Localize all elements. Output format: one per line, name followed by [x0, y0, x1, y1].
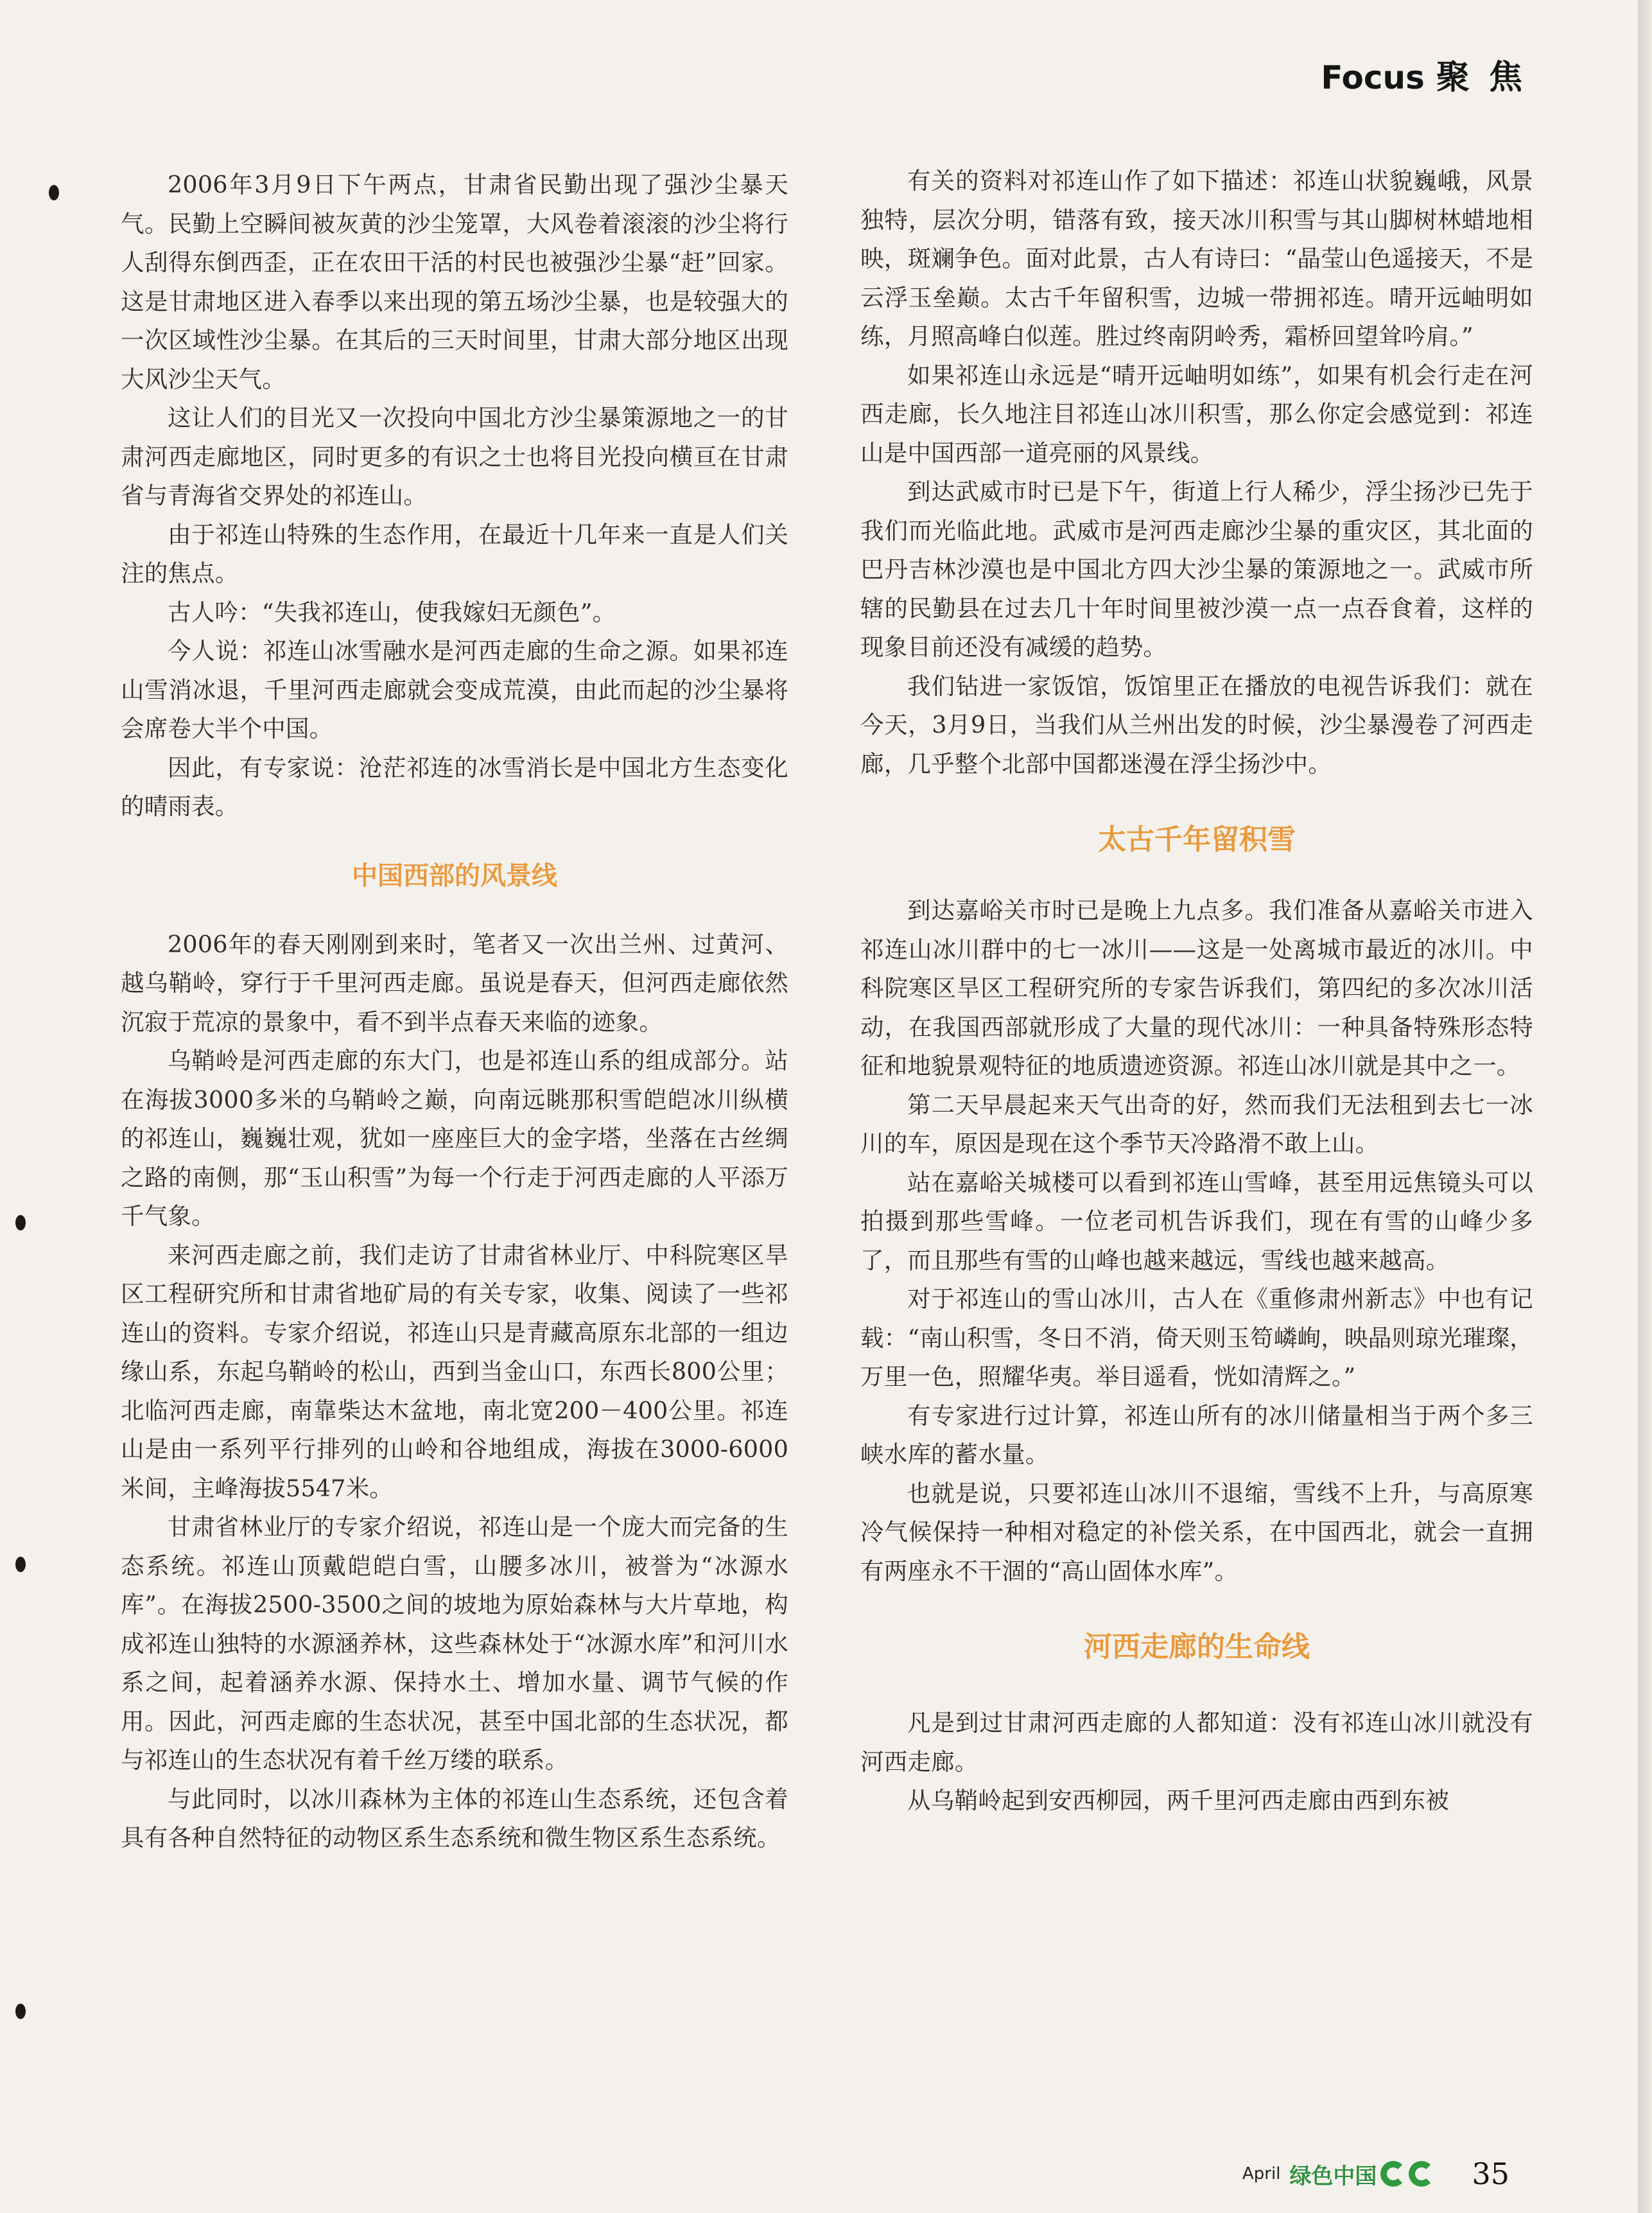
section-heading: 河西走廊的生命线 — [1084, 1631, 1310, 1663]
section-header — [1321, 50, 1526, 98]
page-number: 35 — [1472, 2156, 1509, 2191]
paragraph: 这让人们的目光又一次投向中国北方沙尘暴策源地之一的甘肃河西走廊地区，同时更多的有识之士也将目光投向横亘在甘肃省与青海省交界处的祁连山。 — [121, 404, 788, 509]
paragraph: 乌鞘岭是河西走廊的东大门，也是祁连山系的组成部分。站在海拔3000多米的乌鞘岭之巅，向南远眺那积雪皑皑冰川纵横的祁连山，巍巍壮观，犹如一座座巨大的金字塔，坐落在古丝绸之路的南侧，那“玉山积雪”为每一个行走于河西走廊的人平添万千气象。 — [121, 1047, 788, 1230]
paragraph: 从乌鞘岭起到安西柳园，两千里河西走廊由西到东被 — [907, 1787, 1450, 1814]
header-label-zh: 聚 焦 — [1436, 58, 1526, 97]
paragraph: 与此同时，以冰川森林为主体的祁连山生态系统，还包含着具有各种自然特征的动物区系生态系统和微生物区系生态系统。 — [121, 1785, 788, 1851]
gc-logo-icon — [1380, 2161, 1437, 2187]
paragraph: 古人吟：“失我祁连山，使我嫁妇无颜色”。 — [168, 598, 616, 626]
punch-hole — [49, 185, 59, 200]
paragraph: 有专家进行过计算，祁连山所有的冰川储量相当于两个多三峡水库的蓄水量。 — [860, 1401, 1533, 1468]
paragraph: 因此，有专家说：沧茫祁连的冰雪消长是中国北方生态变化的晴雨表。 — [121, 753, 788, 820]
page-edge — [1638, 0, 1652, 2213]
header-label-en: Focus — [1321, 59, 1425, 96]
punch-hole — [15, 1557, 26, 1572]
magazine-title: 绿色中国 — [1289, 2163, 1377, 2189]
right-column — [860, 162, 1533, 1821]
paragraph: 第二天早晨起来天气出奇的好，然而我们无法租到去七一冰川的车，原因是现在这个季节天冷路滑不敢上山。 — [860, 1090, 1533, 1157]
punch-hole — [15, 2004, 26, 2019]
paragraph: 来河西走廊之前，我们走访了甘肃省林业厅、中科院寒区旱区工程研究所和甘肃省地矿局的有关专家，收集、阅读了一些祁连山的资料。专家介绍说，祁连山只是青藏高原东北部的一组边缘山系，东起乌鞘岭的松山，西到当金山口，东西长800公里；北临河西走廊，南靠柴达木盆地，南北宽200－400公里。祁连山是由一系列平行排列的山岭和谷地组成，海拔在3000-6000米间，主峰海拔5547米。 — [121, 1241, 788, 1502]
paragraph: 2006年的春天刚刚到来时，笔者又一次出兰州、过黄河、越乌鞘岭，穿行于千里河西走廊。虽说是春天，但河西走廊依然沉寂于荒凉的景象中，看不到半点春天来临的迹象。 — [121, 930, 788, 1036]
section-heading: 中国西部的风景线 — [352, 861, 557, 891]
paragraph: 到达嘉峪关市时已是晚上九点多。我们准备从嘉峪关市进入祁连山冰川群中的七一冰川——这是一处离城市最近的冰川。中科院寒区旱区工程研究所的专家告诉我们，第四纪的多次冰川活动，在我国西部就形成了大量的现代冰川：一种具备特殊形态特征和地貌景观特征的地质遗迹资源。祁连山冰川就是其中之一。 — [860, 897, 1533, 1080]
paragraph: 到达武威市时已是下午，街道上行人稀少，浮尘扬沙已先于我们而光临此地。武威市是河西走廊沙尘暴的重灾区，其北面的巴丹吉林沙漠也是中国北方四大沙尘暴的策源地之一。武威市所辖的民勤县在过去几十年时间里被沙漠一点一点吞食着，这样的现象目前还没有减缓的趋势。 — [860, 478, 1533, 661]
section-heading: 太古千年留积雪 — [1098, 823, 1296, 856]
paragraph: 今人说：祁连山冰雪融水是河西走廊的生命之源。如果祁连山雪消冰退，千里河西走廊就会变成荒漠，由此而起的沙尘暴将会席卷大半个中国。 — [121, 637, 788, 742]
paragraph: 2006年3月9日下午两点，甘肃省民勤出现了强沙尘暴天气。民勤上空瞬间被灰黄的沙尘笼罩，大风卷着滚滚的沙尘将行人刮得东倒西歪，正在农田干活的村民也被强沙尘暴“赶”回家。这是甘肃地区进入春季以来出现的第五场沙尘暴，也是较强大的一次区域性沙尘暴。在其后的三天时间里，甘肃大部分地区出现大风沙尘天气。 — [121, 171, 788, 393]
left-column — [121, 166, 788, 1858]
paragraph: 对于祁连山的雪山冰川，古人在《重修肃州新志》中也有记载：“南山积雪，冬日不消，倚天则玉笱嶙峋，映晶则琼光璀璨，万里一色，照耀华夷。举目遥看，恍如清辉之。” — [860, 1285, 1533, 1390]
paragraph: 也就是说，只要祁连山冰川不退缩，雪线不上升，与高原寒冷气候保持一种相对稳定的补偿关系，在中国西北，就会一直拥有两座永不干涸的“高山固体水库”。 — [860, 1479, 1533, 1585]
paragraph: 有关的资料对祁连山作了如下描述：祁连山状貌巍峨，风景独特，层次分明，错落有致，接天冰川积雪与其山脚树林蜡地相映，斑斓争色。面对此景，古人有诗曰：“晶莹山色遥接天，不是云浮玉垒巅。太古千年留积雪，边城一带拥祁连。晴开远岫明如练，月照高峰白似莲。胜过终南阴岭秀，霜桥回望耸吟肩。” — [860, 167, 1533, 350]
paragraph: 站在嘉峪关城楼可以看到祁连山雪峰，甚至用远焦镜头可以拍摄到那些雪峰。一位老司机告诉我们，现在有雪的山峰少多了，而且那些有雪的山峰也越来越远，雪线也越来越高。 — [860, 1168, 1533, 1274]
paragraph: 如果祁连山永远是“晴开远岫明如练”，如果有机会行走在河西走廊，长久地注目祁连山冰川积雪，那么你定会感觉到：祁连山是中国西部一道亮丽的风景线。 — [860, 361, 1533, 467]
paragraph: 我们钻进一家饭馆，饭馆里正在播放的电视告诉我们：就在今天，3月9日，当我们从兰州出发的时候，沙尘暴漫卷了河西走廊，几乎整个北部中国都迷漫在浮尘扬沙中。 — [860, 672, 1533, 778]
paragraph: 凡是到过甘肃河西走廊的人都知道：没有祁连山冰川就没有河西走廊。 — [860, 1709, 1533, 1776]
punch-hole — [15, 1215, 26, 1230]
page-footer — [1242, 2156, 1509, 2191]
paragraph: 甘肃省林业厅的专家介绍说，祁连山是一个庞大而完备的生态系统。祁连山顶戴皑皑白雪，山腰多冰川，被誉为“冰源水库”。在海拔2500-3500之间的坡地为原始森林与大片草地，构成祁连山独特的水源涵养林，这些森林处于“冰源水库”和河川水系之间，起着涵养水源、保持水土、增加水量、调节气候的作用。因此，河西走廊的生态状况，甚至中国北部的生态状况，都与祁连山的生态状况有着千丝万缕的联系。 — [121, 1513, 788, 1774]
paragraph: 由于祁连山特殊的生态作用，在最近十几年来一直是人们关注的焦点。 — [121, 520, 788, 587]
footer-month: April — [1242, 2164, 1281, 2183]
